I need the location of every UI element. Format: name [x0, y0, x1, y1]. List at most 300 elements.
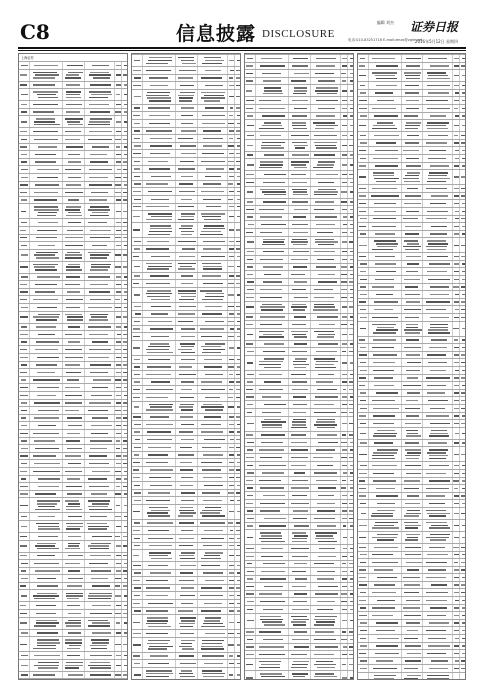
- table-cell: [310, 409, 341, 416]
- table-cell: [459, 200, 466, 207]
- text-line: [372, 128, 396, 129]
- text-line: [146, 95, 169, 96]
- text-line: [179, 183, 193, 184]
- table-cell: [245, 159, 255, 170]
- table-cell: [234, 414, 241, 421]
- table-cell: [29, 679, 63, 680]
- text-line: [247, 289, 254, 290]
- table-cell: [368, 352, 402, 359]
- table-row: [245, 670, 353, 680]
- table-cell: [175, 436, 198, 443]
- text-line: [374, 547, 397, 548]
- text-line: [259, 100, 281, 101]
- text-line: [462, 385, 466, 386]
- text-line: [317, 427, 335, 428]
- text-line: [237, 424, 241, 425]
- text-line: [21, 578, 28, 579]
- table-cell: [62, 369, 85, 376]
- table-cell: [310, 171, 341, 178]
- text-line: [201, 565, 220, 566]
- text-line: [202, 123, 226, 124]
- table-cell: [197, 452, 228, 459]
- table-cell: [132, 82, 142, 89]
- table-row: [245, 370, 353, 378]
- table-row: [245, 293, 353, 301]
- table-cell: [422, 508, 452, 519]
- text-line: [374, 178, 399, 179]
- table-cell: [84, 369, 115, 376]
- text-line: [147, 512, 168, 513]
- table-cell: [234, 280, 241, 287]
- text-line: [66, 269, 82, 270]
- text-line: [229, 115, 233, 116]
- table-row: [245, 158, 353, 170]
- text-line: [202, 299, 223, 300]
- text-line: [181, 153, 196, 154]
- text-line: [292, 480, 308, 481]
- table-cell: [234, 341, 241, 355]
- table-row: [245, 198, 353, 206]
- text-line: [373, 218, 396, 219]
- text-line: [294, 281, 307, 282]
- text-line: [68, 212, 80, 213]
- text-line: [342, 100, 347, 101]
- text-line: [374, 301, 397, 302]
- text-line: [405, 175, 419, 176]
- text-line: [151, 336, 169, 337]
- text-line: [405, 449, 421, 450]
- text-line: [116, 570, 121, 571]
- text-line: [360, 622, 367, 623]
- table-cell: [197, 414, 228, 421]
- table-cell: [245, 279, 255, 286]
- text-line: [404, 592, 419, 593]
- text-line: [146, 263, 173, 264]
- text-line: [359, 226, 366, 227]
- table-cell: [62, 235, 85, 242]
- table-cell: [234, 112, 241, 119]
- table-cell: [142, 181, 176, 188]
- table-row: [19, 589, 127, 601]
- table-cell: [422, 193, 452, 200]
- table-cell: [121, 460, 128, 467]
- text-line: [349, 510, 354, 511]
- issue-date: 2016年5月12日 星期四: [414, 39, 458, 44]
- text-line: [66, 91, 81, 92]
- text-line: [405, 408, 419, 409]
- table-cell: [19, 630, 29, 637]
- text-line: [116, 94, 120, 95]
- text-line: [236, 555, 241, 556]
- table-cell: [19, 262, 29, 273]
- text-line: [264, 274, 281, 275]
- table-cell: [132, 608, 142, 615]
- table-row: [358, 298, 465, 306]
- text-line: [314, 639, 335, 640]
- text-line: [359, 150, 366, 151]
- text-line: [294, 367, 305, 368]
- text-line: [148, 565, 168, 566]
- text-line: [373, 415, 395, 416]
- text-line: [349, 381, 354, 382]
- table-cell: [459, 223, 466, 230]
- table-cell: [175, 608, 198, 615]
- table-cell: [175, 173, 198, 180]
- table-row: [245, 529, 353, 544]
- text-line: [91, 543, 111, 544]
- text-line: [90, 84, 111, 85]
- table-cell: [234, 497, 241, 504]
- text-line: [237, 511, 241, 512]
- table-cell: [197, 181, 228, 188]
- table-cell: [142, 379, 176, 386]
- table-cell: [84, 362, 115, 369]
- text-line: [149, 477, 171, 478]
- text-line: [148, 107, 169, 108]
- table-row: [132, 637, 240, 652]
- table-cell: [175, 364, 198, 371]
- text-line: [350, 251, 354, 252]
- text-line: [181, 296, 196, 297]
- table-row: [19, 100, 127, 108]
- text-line: [237, 183, 241, 184]
- text-line: [405, 465, 422, 466]
- text-line: [264, 518, 286, 519]
- text-line: [359, 354, 366, 355]
- text-line: [374, 675, 396, 676]
- table-cell: [245, 470, 255, 477]
- table-cell: [347, 591, 354, 598]
- table-cell: [368, 193, 402, 200]
- table-cell: [19, 453, 29, 460]
- text-line: [123, 536, 128, 537]
- text-line: [462, 577, 466, 578]
- text-line: [263, 239, 285, 240]
- text-line: [372, 249, 393, 250]
- table-row: [132, 210, 240, 222]
- table-cell: [62, 159, 85, 166]
- text-line: [151, 176, 171, 177]
- text-line: [38, 478, 60, 479]
- table-cell: [358, 55, 368, 62]
- table-row: [245, 170, 353, 178]
- text-line: [21, 655, 28, 656]
- text-line: [151, 216, 172, 217]
- table-cell: [62, 422, 85, 429]
- text-line: [88, 528, 107, 529]
- table-cell: [142, 394, 176, 401]
- table-cell: [358, 344, 368, 351]
- text-line: [34, 463, 60, 464]
- table-cell: [197, 668, 228, 680]
- table-cell: [62, 377, 85, 384]
- text-line: [20, 387, 28, 388]
- text-line: [115, 184, 120, 185]
- text-line: [376, 622, 398, 623]
- table-cell: [459, 55, 466, 62]
- table-row: [19, 532, 127, 540]
- table-cell: [358, 532, 368, 543]
- table-cell: [197, 318, 228, 325]
- text-line: [68, 326, 79, 327]
- table-cell: [142, 577, 176, 584]
- text-line: [236, 161, 241, 162]
- text-line: [259, 449, 284, 450]
- table-cell: [245, 171, 255, 178]
- table-row: [245, 385, 353, 393]
- table-row: [132, 428, 240, 436]
- table-cell: [142, 653, 176, 660]
- text-line: [35, 349, 58, 350]
- text-line: [89, 319, 108, 320]
- text-line: [260, 532, 280, 533]
- table-row: [358, 169, 465, 184]
- text-line: [349, 389, 354, 390]
- text-line: [69, 645, 81, 646]
- table-cell: [459, 216, 466, 223]
- text-line: [33, 595, 59, 596]
- text-line: [178, 95, 194, 96]
- text-line: [314, 619, 335, 620]
- table-cell: [368, 284, 402, 291]
- table-cell: [358, 352, 368, 359]
- table-cell: [142, 421, 176, 428]
- table-cell: [347, 113, 354, 120]
- text-line: [295, 358, 307, 359]
- text-line: [124, 94, 128, 95]
- text-line: [123, 341, 128, 342]
- table-cell: [62, 144, 85, 151]
- text-line: [247, 578, 253, 579]
- text-line: [407, 569, 419, 570]
- table-cell: [197, 444, 228, 451]
- table-cell: [62, 553, 85, 560]
- table-cell: [358, 673, 368, 680]
- text-line: [123, 402, 128, 403]
- text-line: [236, 107, 241, 108]
- text-line: [350, 108, 354, 109]
- table-cell: [29, 116, 63, 127]
- table-cell: [132, 75, 142, 82]
- table-cell: [347, 63, 354, 70]
- table-row: [132, 413, 240, 421]
- table-cell: [19, 660, 29, 671]
- table-cell: [368, 673, 402, 680]
- table-cell: [422, 344, 452, 351]
- table-cell: [459, 478, 466, 485]
- text-line: [124, 605, 128, 606]
- text-line: [430, 165, 449, 166]
- table-cell: [245, 302, 255, 313]
- table-cell: [368, 478, 402, 485]
- table-cell: [422, 567, 452, 574]
- table-cell: [310, 401, 341, 408]
- text-line: [124, 276, 128, 277]
- table-cell: [310, 140, 341, 151]
- text-line: [404, 480, 419, 481]
- text-line: [431, 584, 447, 585]
- table-cell: [234, 105, 241, 112]
- text-line: [462, 433, 466, 434]
- text-line: [65, 563, 81, 564]
- text-line: [247, 518, 254, 519]
- table-cell: [347, 371, 354, 378]
- table-cell: [347, 348, 354, 355]
- text-line: [33, 433, 58, 434]
- text-line: [429, 503, 446, 504]
- table-cell: [234, 326, 241, 333]
- table-row: [245, 408, 353, 416]
- table-row: [245, 104, 353, 112]
- text-line: [461, 65, 466, 66]
- text-line: [293, 309, 306, 310]
- text-line: [248, 224, 254, 225]
- text-line: [90, 548, 109, 549]
- text-line: [88, 139, 112, 140]
- text-line: [292, 495, 307, 496]
- text-line: [229, 580, 234, 581]
- text-line: [462, 263, 466, 264]
- text-line: [428, 569, 446, 570]
- table-cell: [288, 598, 311, 605]
- table-row: [245, 605, 353, 613]
- text-line: [260, 259, 283, 260]
- table-cell: [84, 136, 115, 143]
- table-row: [19, 567, 127, 575]
- table-cell: [459, 650, 466, 657]
- table-cell: [197, 615, 228, 629]
- table-cell: [347, 671, 354, 680]
- table-cell: [197, 474, 228, 481]
- table-row: [19, 261, 127, 273]
- text-line: [66, 662, 83, 663]
- text-line: [461, 377, 466, 378]
- text-line: [374, 309, 393, 310]
- text-line: [454, 630, 458, 631]
- table-cell: [29, 560, 63, 567]
- text-line: [406, 301, 420, 302]
- table-cell: [142, 135, 176, 142]
- table-cell: [29, 453, 63, 460]
- text-line: [181, 130, 196, 131]
- table-cell: [19, 590, 29, 601]
- text-line: [88, 357, 109, 358]
- text-line: [180, 161, 194, 162]
- text-line: [65, 349, 81, 350]
- text-line: [134, 381, 140, 382]
- text-line: [317, 259, 333, 260]
- text-line: [377, 577, 397, 578]
- table-cell: [347, 508, 354, 515]
- text-line: [146, 424, 174, 425]
- table-cell: [62, 384, 85, 391]
- text-line: [291, 434, 306, 435]
- table-cell: [142, 414, 176, 421]
- table-row: [245, 186, 353, 198]
- table-cell: [29, 513, 63, 520]
- table-cell: [347, 97, 354, 104]
- table-row: [19, 61, 127, 69]
- table-cell: [288, 341, 311, 348]
- table-row: [358, 427, 465, 439]
- text-line: [33, 72, 56, 73]
- text-line: [178, 349, 192, 350]
- text-line: [247, 374, 254, 375]
- text-line: [146, 283, 170, 284]
- text-line: [68, 543, 80, 544]
- table-cell: [459, 208, 466, 215]
- text-line: [377, 430, 395, 431]
- table-cell: [358, 238, 368, 252]
- text-line: [236, 530, 241, 531]
- text-line: [65, 500, 79, 501]
- text-line: [134, 431, 140, 432]
- table-row: [132, 187, 240, 195]
- table-cell: [255, 171, 289, 178]
- table-cell: [19, 101, 29, 108]
- table-cell: [310, 432, 341, 439]
- table-cell: [197, 535, 228, 542]
- text-line: [359, 615, 366, 616]
- table-cell: [368, 238, 402, 252]
- table-cell: [288, 55, 311, 62]
- text-line: [292, 541, 307, 542]
- text-line: [89, 177, 107, 178]
- table-cell: [401, 170, 424, 184]
- text-line: [342, 135, 346, 136]
- text-line: [403, 218, 418, 219]
- text-line: [427, 354, 446, 355]
- text-line: [134, 77, 141, 78]
- text-line: [406, 271, 418, 272]
- table-row: [19, 414, 127, 422]
- text-line: [35, 284, 57, 285]
- table-cell: [197, 364, 228, 371]
- text-line: [21, 595, 27, 596]
- table-cell: [29, 296, 63, 303]
- table-row: [358, 96, 465, 104]
- table-cell: [288, 294, 311, 301]
- text-line: [123, 545, 128, 546]
- text-line: [202, 673, 225, 674]
- text-line: [65, 395, 83, 396]
- text-line: [123, 74, 128, 75]
- table-cell: [132, 570, 142, 577]
- table-row: [245, 438, 353, 446]
- table-row: [132, 310, 240, 318]
- table-cell: [121, 354, 128, 361]
- text-line: [454, 442, 459, 443]
- text-line: [147, 290, 171, 291]
- text-line: [341, 442, 346, 443]
- table-cell: [84, 189, 115, 196]
- table-cell: [255, 314, 289, 321]
- text-line: [461, 218, 466, 219]
- text-line: [21, 665, 28, 666]
- text-line: [65, 209, 80, 210]
- text-line: [151, 306, 171, 307]
- text-line: [431, 226, 447, 227]
- table-cell: [401, 70, 424, 81]
- table-cell: [288, 432, 311, 439]
- table-row: [19, 678, 127, 680]
- text-line: [372, 455, 393, 456]
- text-line: [34, 402, 59, 403]
- table-cell: [234, 520, 241, 527]
- text-line: [124, 516, 128, 517]
- table-row: [358, 374, 465, 382]
- table-row: [132, 54, 240, 66]
